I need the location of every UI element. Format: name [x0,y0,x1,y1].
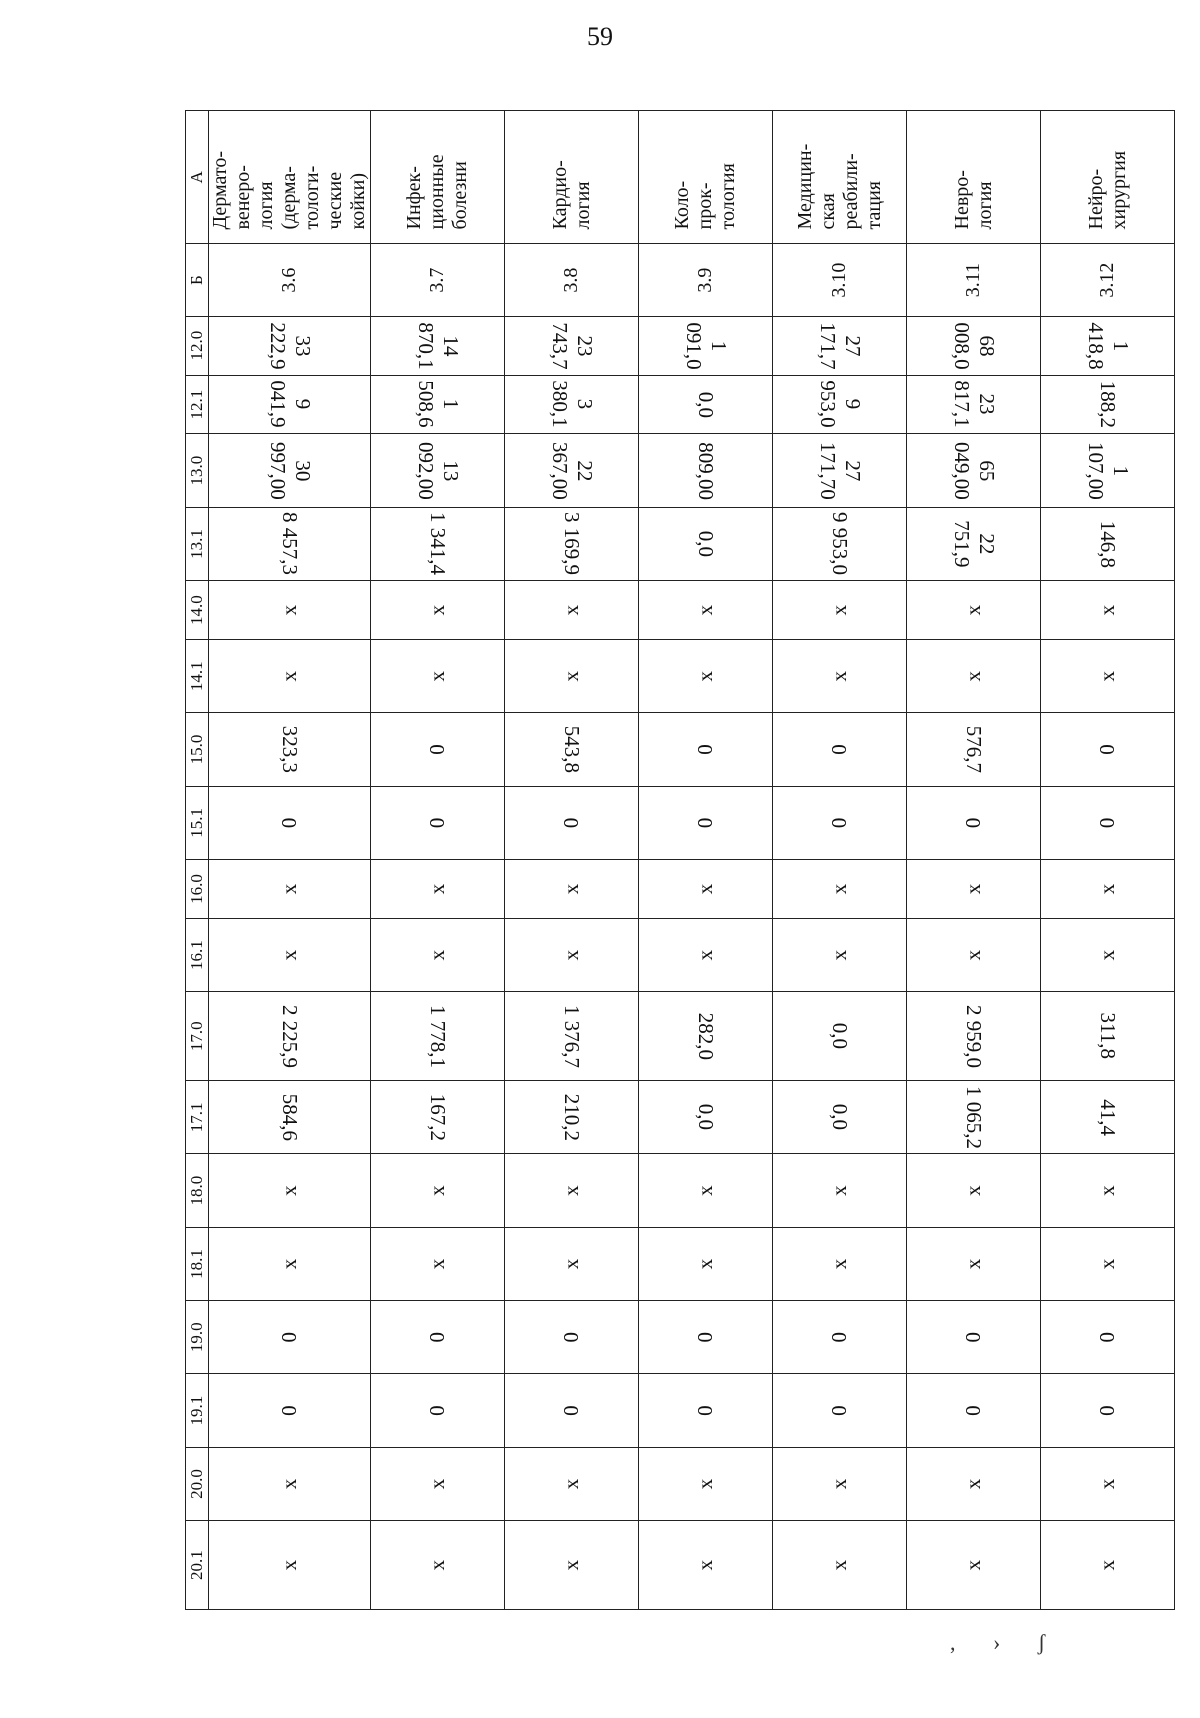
value-cell [371,316,505,375]
value-cell: 0 [907,786,1041,859]
value-cell: х [907,860,1041,919]
value-cell: 0 [505,1301,639,1374]
value-cell [1041,434,1175,507]
column-number-header: Б [186,244,209,316]
value-cell [209,316,371,375]
value-cell [1041,507,1175,580]
value-cell: х [773,1447,907,1520]
column-number-header: 15.1 [186,786,209,859]
value-cell [371,375,505,434]
value-cell: х [371,1447,505,1520]
value-text: 0,0 [694,530,718,558]
value-cell [1041,1081,1175,1154]
value-text: 1 341,4 [426,512,450,576]
value-cell: х [1041,1154,1175,1227]
value-cell: х [371,640,505,713]
column-number-header: 20.0 [186,1447,209,1520]
value-cell: х [639,918,773,991]
value-text: 1 778,1 [426,1004,450,1068]
value-text: 167,2 [426,1093,450,1141]
value-cell: х [1041,640,1175,713]
value-cell: х [1041,1521,1175,1610]
value-cell: х [1041,581,1175,640]
value-cell [505,316,639,375]
value-cell: 0 [209,1301,371,1374]
value-cell [371,434,505,507]
value-cell: х [773,1154,907,1227]
column-number-header: 14.1 [186,640,209,713]
value-cell: х [773,1227,907,1300]
value-cell [371,507,505,580]
data-table-frame [185,110,1145,1610]
value-cell [209,507,371,580]
category-cell: Медицин- ская реабили- тация [773,111,907,245]
column-number-header: 13.0 [186,434,209,507]
value-cell: х [371,1521,505,1610]
value-cell: х [505,860,639,919]
value-cell: х [505,1154,639,1227]
value-cell: х [907,1227,1041,1300]
value-cell [209,375,371,434]
value-text: 2 959,0 [962,1004,986,1068]
value-cell [505,375,639,434]
value-cell: х [505,1227,639,1300]
value-cell: х [371,1227,505,1300]
value-text: 23 743,7 [547,322,597,370]
column-number-header: 18.0 [186,1154,209,1227]
value-text: 0,0 [694,1104,718,1131]
value-cell: х [773,640,907,713]
value-cell: х [209,1227,371,1300]
value-text: 30 997,00 [265,441,315,500]
value-cell [505,1081,639,1154]
value-text: 323,3 [278,725,302,774]
category-cell: Инфек- ционные болезни [371,111,505,245]
value-cell: х [773,860,907,919]
value-text: 9 953,0 [828,512,852,576]
value-cell [773,1081,907,1154]
value-text: 1 418,8 [1083,322,1133,370]
footer-mark: ʃ [1037,1630,1046,1655]
value-text: 0,0 [828,1104,852,1131]
value-cell [505,434,639,507]
column-number-header: 15.0 [186,713,209,786]
value-text: 210,2 [560,1093,584,1141]
value-cell: 0 [1041,1374,1175,1447]
value-cell: х [907,1154,1041,1227]
value-cell: 0 [1041,1301,1175,1374]
value-cell [505,713,639,786]
code-cell: 3.6 [209,244,371,316]
value-cell: х [639,581,773,640]
column-number-header: 18.1 [186,1227,209,1300]
column-number-header: 13.1 [186,507,209,580]
code-cell: 3.8 [505,244,639,316]
value-cell: 0 [371,786,505,859]
value-cell: х [639,860,773,919]
value-cell: х [371,860,505,919]
value-cell: х [371,918,505,991]
value-cell: 0 [773,713,907,786]
value-text: 41,4 [1096,1098,1120,1136]
value-text: 1 508,6 [413,380,463,429]
value-cell: х [907,640,1041,713]
code-cell: 3.7 [371,244,505,316]
value-cell [209,1081,371,1154]
value-cell: х [505,640,639,713]
value-cell [639,1081,773,1154]
value-text: 0,0 [828,1023,852,1050]
column-number-header: 16.0 [186,860,209,919]
column-number-header: 20.1 [186,1521,209,1610]
value-cell: 0 [371,713,505,786]
value-cell [639,434,773,507]
code-cell: 3.11 [907,244,1041,316]
value-cell [209,713,371,786]
value-cell: х [209,1447,371,1520]
value-cell: 0 [209,786,371,859]
value-cell: х [907,581,1041,640]
value-cell [907,316,1041,375]
value-text: 14 870,1 [413,322,463,370]
value-cell: 0 [639,1374,773,1447]
value-cell: х [639,1154,773,1227]
value-text: 27 171,7 [815,322,865,370]
column-number-header: 17.1 [186,1081,209,1154]
value-text: 576,7 [962,725,986,774]
value-cell: 0 [773,786,907,859]
value-cell: х [209,581,371,640]
category-cell: Коло- прок- тология [639,111,773,245]
value-cell: х [505,918,639,991]
value-text: 65 049,00 [949,441,999,500]
value-text: 22 751,9 [949,520,999,568]
value-text: 3 169,9 [560,512,584,576]
table-row [907,111,1041,1610]
value-cell: х [639,1447,773,1520]
value-cell [639,992,773,1081]
category-cell: Дермато- венеро- логия (дерма- тологи- ческие койки) [209,111,371,245]
column-number-header: 12.0 [186,316,209,375]
value-text: 809,00 [694,441,718,500]
value-cell: 0 [773,1374,907,1447]
value-text: 8 457,3 [278,512,302,576]
table-row [209,111,371,1610]
table-row [371,111,505,1610]
column-number-header: 12.1 [186,375,209,434]
column-number-row [186,111,209,1610]
value-cell [639,375,773,434]
value-cell: 0 [907,1301,1041,1374]
rotated-table-container [185,110,1145,1610]
value-cell [773,434,907,507]
value-text: 1 065,2 [962,1085,986,1149]
page-number: 59 [587,22,613,51]
value-cell [907,1081,1041,1154]
data-table [185,110,1175,1610]
value-cell: х [907,1447,1041,1520]
value-cell: х [1041,1447,1175,1520]
column-number-header: 17.0 [186,992,209,1081]
value-cell: 0 [371,1374,505,1447]
value-cell: х [209,640,371,713]
column-number-header: 19.0 [186,1301,209,1374]
value-cell: х [371,1154,505,1227]
value-cell: х [505,1447,639,1520]
value-cell [907,434,1041,507]
footer-mark: › [993,1630,1001,1655]
value-text: 1 107,00 [1083,441,1133,500]
value-cell: х [773,581,907,640]
value-cell: х [209,918,371,991]
value-cell [773,375,907,434]
value-cell [907,507,1041,580]
value-text: 543,8 [560,725,584,774]
value-cell: х [1041,918,1175,991]
code-cell: 3.10 [773,244,907,316]
value-text: 1 091,0 [681,322,731,370]
value-cell: х [505,1521,639,1610]
value-cell: 0 [505,1374,639,1447]
value-text: 2 225,9 [278,1004,302,1068]
value-cell [907,992,1041,1081]
footer-marks [950,1630,1077,1656]
value-cell: х [209,1154,371,1227]
value-cell [1041,316,1175,375]
value-cell [1041,992,1175,1081]
value-cell [209,434,371,507]
value-cell [639,507,773,580]
category-cell: Кардио- логия [505,111,639,245]
value-cell [371,992,505,1081]
value-cell: 0 [505,786,639,859]
value-cell [505,992,639,1081]
value-cell: х [639,640,773,713]
value-text: 33 222,9 [265,322,315,370]
value-text: 0,0 [694,391,718,418]
value-cell [209,992,371,1081]
value-cell [505,507,639,580]
value-cell: 0 [371,1301,505,1374]
value-cell: 0 [907,1374,1041,1447]
value-cell: 0 [639,1301,773,1374]
value-cell: х [1041,860,1175,919]
value-cell: 0 [773,1301,907,1374]
footer-mark: , [950,1630,956,1655]
value-text: 9 953,0 [815,380,865,429]
value-cell: 0 [1041,713,1175,786]
value-cell: х [371,581,505,640]
value-cell: 0 [639,713,773,786]
table-row [639,111,773,1610]
value-text: 584,6 [278,1093,302,1141]
code-cell: 3.9 [639,244,773,316]
value-text: 27 171,70 [815,441,865,500]
column-number-header: А [186,111,209,245]
value-cell: х [639,1521,773,1610]
column-number-header: 16.1 [186,918,209,991]
table-row [1041,111,1175,1610]
code-cell: 3.12 [1041,244,1175,316]
value-cell: х [1041,1227,1175,1300]
value-cell [639,316,773,375]
value-text: 311,8 [1096,1012,1120,1060]
value-cell [773,507,907,580]
column-number-header: 14.0 [186,581,209,640]
value-cell [371,1081,505,1154]
value-cell: х [209,1521,371,1610]
value-cell [773,992,907,1081]
value-cell [773,316,907,375]
table-row [773,111,907,1610]
value-text: 9 041,9 [265,380,315,429]
value-cell: х [505,581,639,640]
category-cell: Невро- логия [907,111,1041,245]
value-cell: 0 [209,1374,371,1447]
value-text: 188,2 [1096,380,1120,429]
value-text: 282,0 [694,1012,718,1060]
value-text: 3 380,1 [547,380,597,429]
value-text: 68 008,0 [949,322,999,370]
value-cell: х [907,918,1041,991]
value-text: 13 092,00 [413,441,463,500]
value-cell [907,375,1041,434]
value-cell [1041,375,1175,434]
value-cell: 0 [639,786,773,859]
value-cell: х [209,860,371,919]
value-cell: 0 [1041,786,1175,859]
value-cell [907,713,1041,786]
value-cell: х [773,1521,907,1610]
value-text: 22 367,00 [547,441,597,500]
value-cell: х [907,1521,1041,1610]
value-text: 1 376,7 [560,1004,584,1068]
column-number-header: 19.1 [186,1374,209,1447]
value-cell: х [639,1227,773,1300]
category-cell: Нейро- хирургия [1041,111,1175,245]
value-text: 146,8 [1096,520,1120,568]
value-cell: х [773,918,907,991]
table-row [505,111,639,1610]
value-text: 23 817,1 [949,380,999,429]
